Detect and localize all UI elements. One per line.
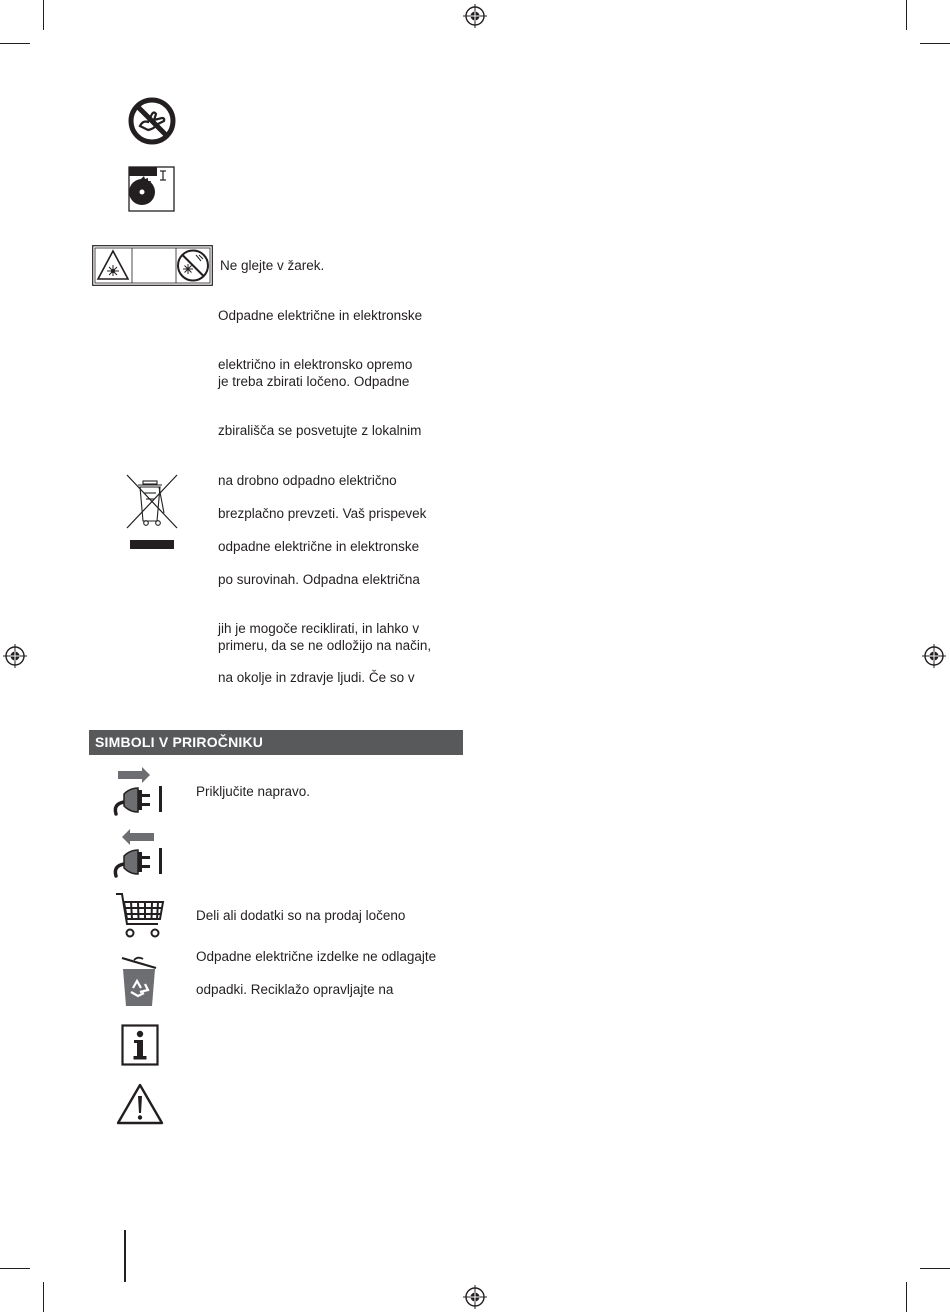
weee-text-line: jih je mogoče reciklirati, in lahko v [218, 621, 420, 636]
crop-mark [0, 1268, 30, 1269]
saw-blade-guard-icon [128, 166, 175, 212]
registration-mark-icon [922, 644, 946, 668]
weee-text-line: Odpadne električne in elektronske [218, 308, 423, 323]
no-hand-prohibition-icon [127, 96, 177, 146]
accessories-text: Deli ali dodatki so na prodaj ločeno [196, 908, 406, 923]
registration-mark-icon [463, 4, 487, 28]
weee-text-line: na drobno odpadno električno [218, 473, 397, 488]
crop-mark [43, 0, 44, 30]
unplug-arrow-icon [112, 828, 166, 882]
weee-text-line: odpadne električne in elektronske [218, 539, 420, 554]
weee-text-line: primeru, da se ne odložijo na način, [218, 638, 432, 653]
laser-warning-text: Ne glejte v žarek. [220, 258, 325, 273]
crop-mark [920, 1268, 950, 1269]
weee-text-line: na okolje in zdravje ljudi. Če so v [218, 670, 415, 685]
registration-mark-icon [3, 644, 27, 668]
crop-mark [920, 43, 950, 44]
info-icon [121, 1024, 159, 1066]
plug-in-text: Priključite napravo. [196, 784, 311, 799]
recycle-text-line: Odpadne električne izdelke ne odlagajte [196, 949, 437, 964]
shopping-cart-icon [114, 891, 166, 941]
weee-text-line: je treba zbirati ločeno. Odpadne [218, 374, 410, 389]
crop-mark [43, 1282, 44, 1312]
weee-text-line: brezplačno prevzeti. Vaš prispevek [218, 506, 427, 521]
recycle-bin-icon [118, 954, 160, 1008]
weee-text-line: po surovinah. Odpadna električna [218, 572, 420, 587]
crop-mark [906, 0, 907, 30]
weee-text-line: zbirališča se posvetujte z lokalnim [218, 423, 422, 438]
weee-text-line: električno in elektronsko opremo [218, 357, 413, 372]
crop-mark [0, 43, 30, 44]
warning-triangle-icon [116, 1082, 164, 1126]
page-edge-line [124, 1230, 126, 1282]
recycle-text-line: odpadki. Reciklažo opravljajte na [196, 982, 394, 997]
crossed-bin-icon [124, 473, 180, 553]
plug-in-arrow-icon [112, 766, 166, 820]
laser-warning-label [92, 245, 213, 286]
crop-mark [906, 1282, 907, 1312]
section-heading-symbols: SIMBOLI V PRIROČNIKU [89, 730, 463, 755]
registration-mark-icon [463, 1285, 487, 1309]
